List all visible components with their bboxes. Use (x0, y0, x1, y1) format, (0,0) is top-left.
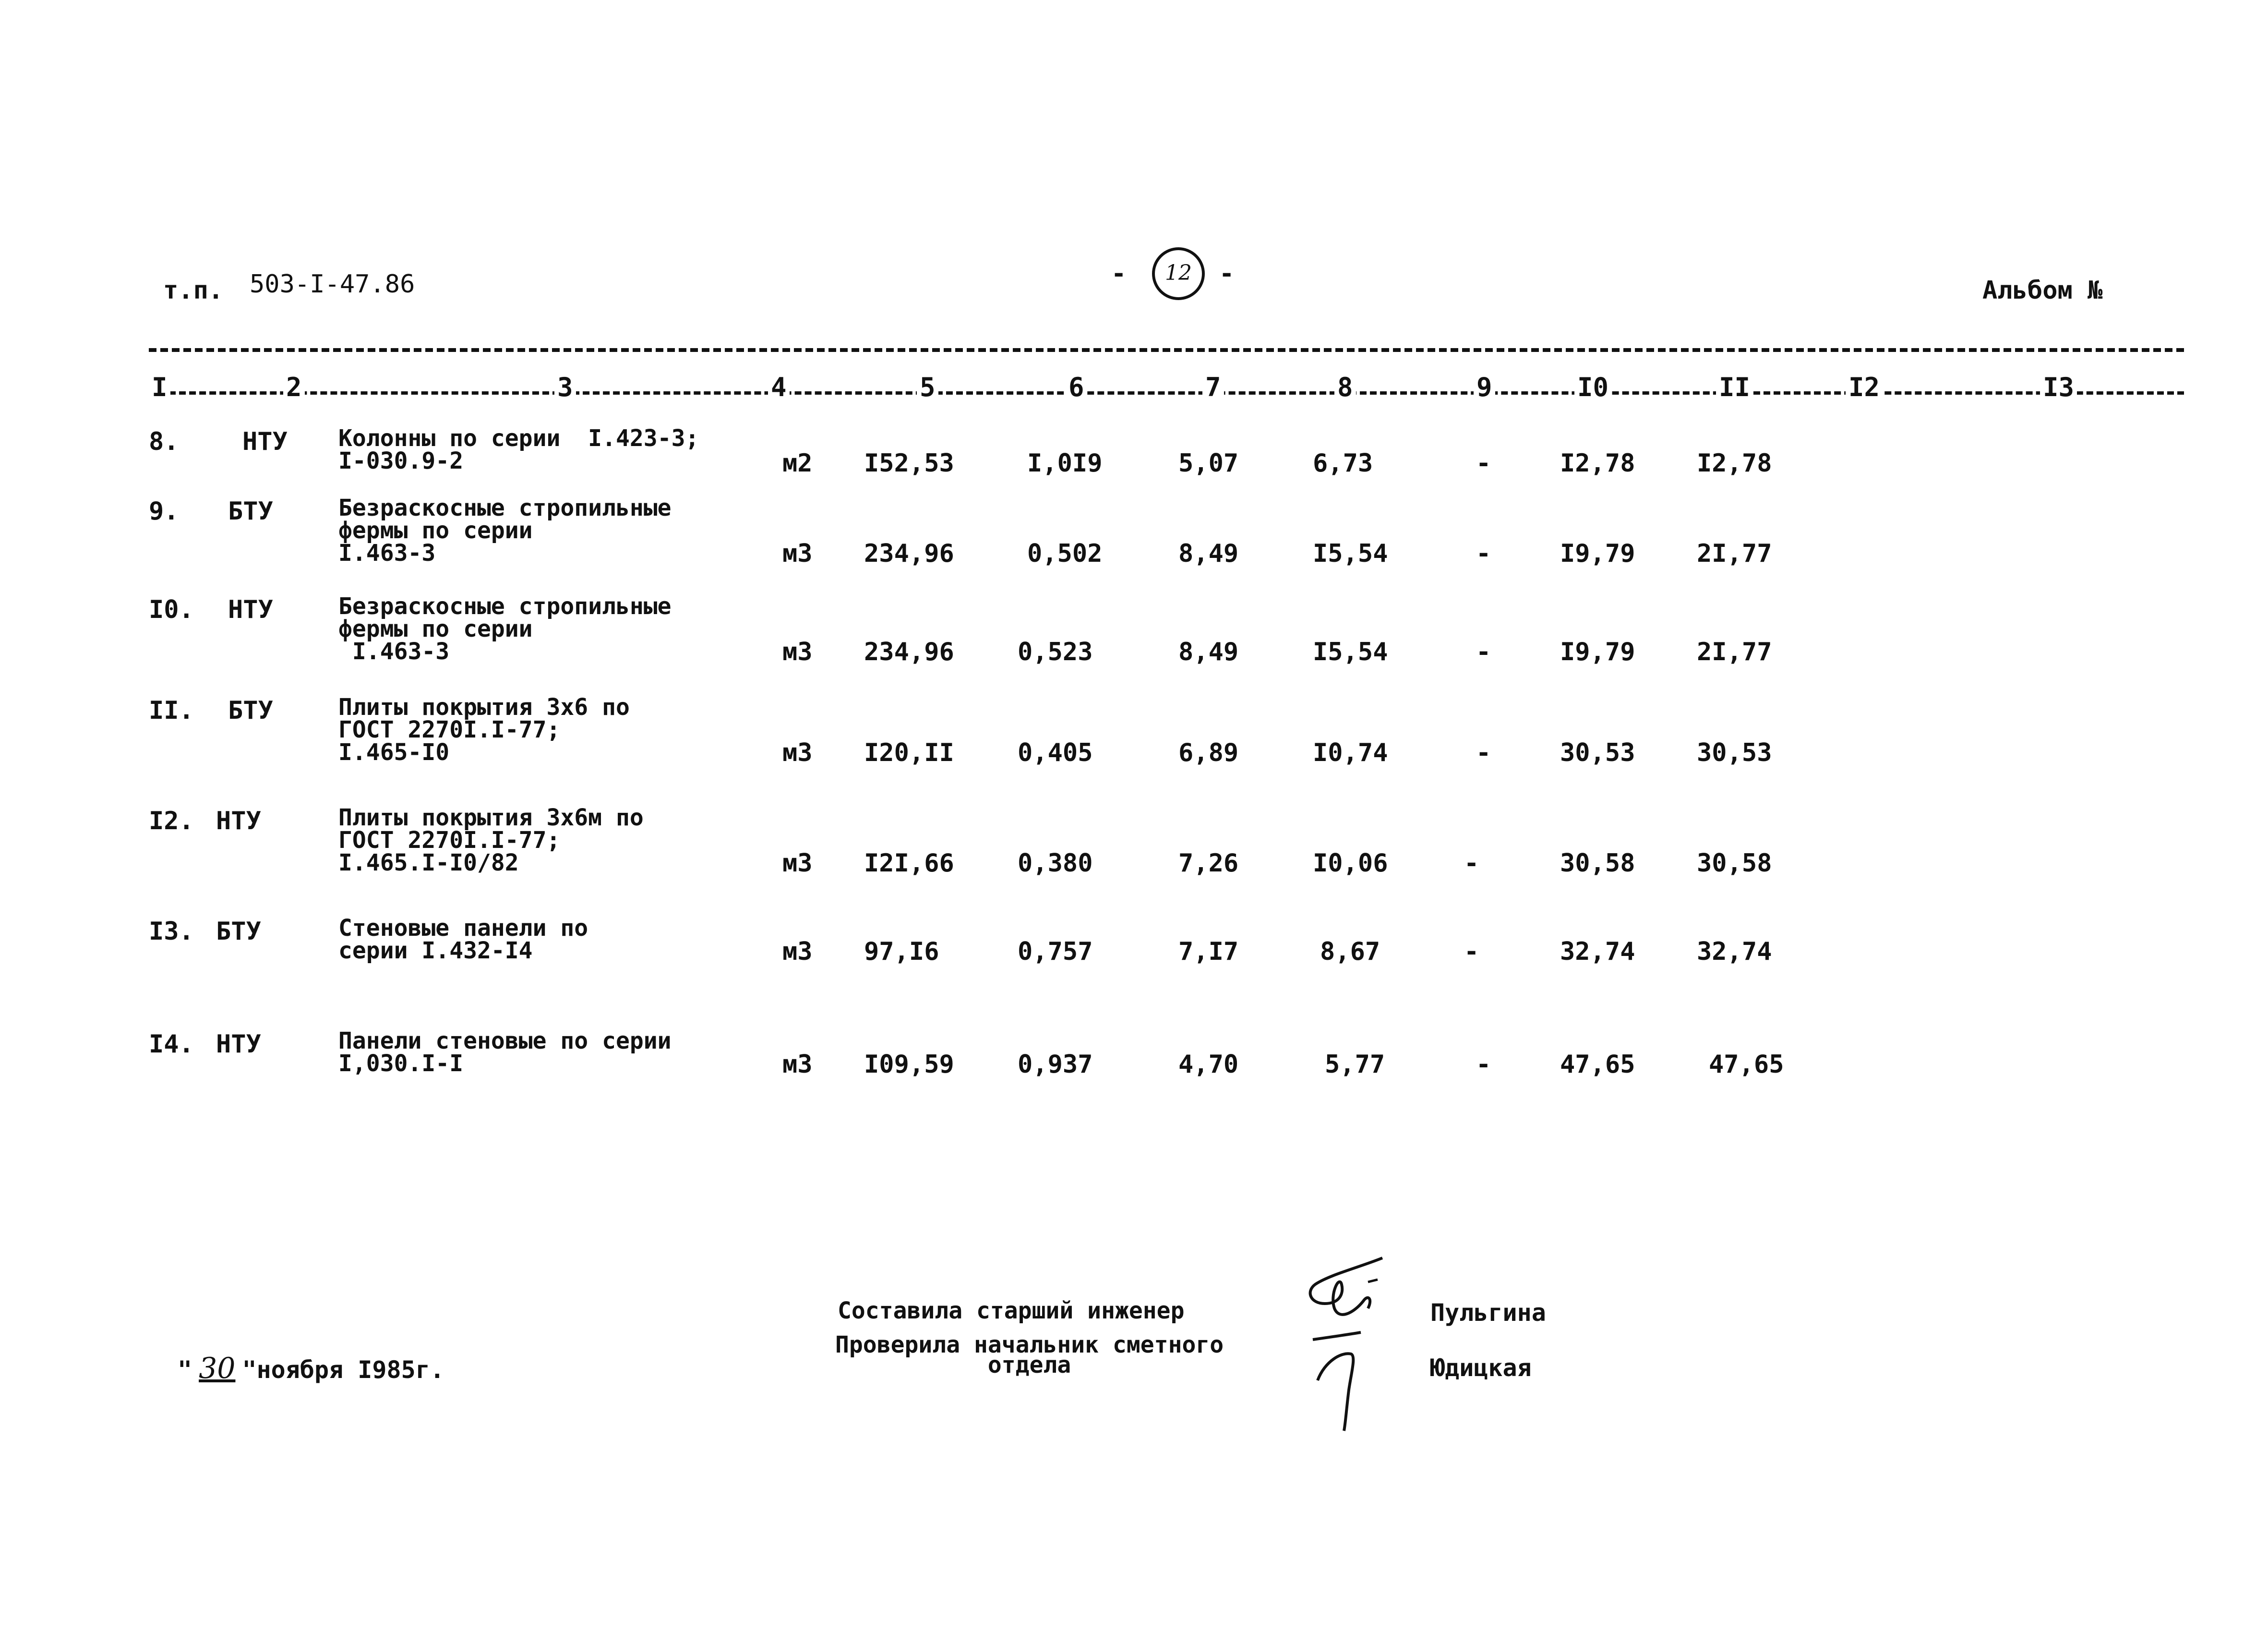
top-dashed-rule (149, 348, 2184, 352)
signature-compiled (1296, 1256, 1392, 1328)
row-col5: I52,53 (864, 449, 954, 478)
row-col10: I9,79 (1560, 539, 1635, 568)
row-col5: 234,96 (864, 638, 954, 666)
column-number: I0 (1574, 372, 1611, 402)
row-col10: I9,79 (1560, 638, 1635, 666)
row-unit: м3 (782, 849, 813, 878)
row-unit: м3 (782, 638, 813, 666)
row-col8: I5,54 (1313, 539, 1388, 568)
row-col7: 8,49 (1178, 638, 1239, 666)
row-col9: - (1464, 849, 1479, 878)
row-col8: I0,06 (1313, 849, 1388, 878)
row-unit: м3 (782, 1050, 813, 1079)
row-number: II. (149, 696, 194, 725)
row-col11: I2,78 (1697, 449, 1772, 478)
compiled-by-label: Составила старший инженер (838, 1297, 1185, 1324)
row-number: I3. (149, 917, 194, 946)
row-col9: - (1476, 539, 1491, 568)
row-col8: 6,73 (1313, 449, 1373, 478)
row-col10: 30,58 (1560, 849, 1635, 878)
row-unit: м3 (782, 539, 813, 568)
checked-by-label: Проверила начальник сметного отдела (835, 1331, 1224, 1378)
row-col5: 97,I6 (864, 937, 939, 966)
row-number: 8. (149, 427, 179, 456)
column-number: I3 (2040, 372, 2077, 402)
row-col5: I09,59 (864, 1050, 954, 1079)
row-description: Безраскосные стропильные фермы по серии I.463-3 (338, 593, 672, 665)
column-number: 6 (1066, 372, 1087, 402)
row-unit: м3 (782, 937, 813, 966)
column-number: 3 (554, 372, 576, 402)
column-number: 8 (1334, 372, 1356, 402)
row-col11: 2I,77 (1697, 539, 1772, 568)
row-col7: 4,70 (1178, 1050, 1239, 1079)
row-col9: - (1476, 1050, 1491, 1079)
row-col7: 8,49 (1178, 539, 1239, 568)
row-col9: - (1464, 937, 1479, 966)
compiled-by-name: Пульгина (1430, 1299, 1546, 1327)
row-col9: - (1476, 638, 1491, 666)
row-col6: 0,380 (1018, 849, 1093, 878)
column-number: II (1716, 372, 1753, 402)
row-col6: 0,405 (1018, 738, 1093, 767)
column-number: 2 (283, 372, 305, 402)
row-col7: 7,I7 (1178, 937, 1239, 966)
row-col8: 8,67 (1320, 937, 1380, 966)
row-col11: 30,53 (1697, 738, 1772, 767)
column-number: 4 (768, 372, 790, 402)
row-description: Безраскосные стропильные фермы по серии I.463-3 (338, 495, 672, 567)
page-dash-left: - (1111, 259, 1127, 288)
date-line (178, 1352, 444, 1385)
page-dash-right: - (1219, 259, 1235, 288)
column-number: I (149, 372, 170, 402)
date-rest: "ноября I985г. (242, 1356, 444, 1384)
row-col7: 6,89 (1178, 738, 1239, 767)
doc-prefix: т.п. (163, 276, 224, 305)
row-col8: 5,77 (1325, 1050, 1385, 1079)
row-description: Плиты покрытия 3х6м по ГОСТ 2270I.I-77; I.465.I-I0/82 (338, 804, 644, 876)
row-unit: м2 (782, 449, 813, 478)
doc-number: 503-I-47.86 (250, 270, 415, 299)
row-col11: 2I,77 (1697, 638, 1772, 666)
column-number: 7 (1202, 372, 1224, 402)
row-col9: - (1476, 449, 1491, 478)
row-number: 9. (149, 497, 179, 526)
page-number: 12 (1165, 261, 1192, 285)
row-col10: 47,65 (1560, 1050, 1635, 1079)
row-unit: м3 (782, 738, 813, 767)
row-col8: I5,54 (1313, 638, 1388, 666)
row-code: НТУ (216, 807, 261, 835)
row-col11: 30,58 (1697, 849, 1772, 878)
column-number: 9 (1474, 372, 1495, 402)
column-number: I2 (1846, 372, 1883, 402)
row-number: I4. (149, 1030, 194, 1059)
row-description: Плиты покрытия 3х6 по ГОСТ 2270I.I-77; I.465-I0 (338, 694, 630, 766)
row-col6: 0,937 (1018, 1050, 1093, 1079)
row-description: Стеновые панели по серии I.432-I4 (338, 915, 588, 964)
signature-checked (1303, 1328, 1380, 1433)
page-number-circle (1152, 247, 1205, 300)
date-day: 30 (199, 1352, 236, 1385)
date-quote: " (178, 1356, 192, 1384)
row-code: БТУ (228, 696, 273, 725)
row-col5: I20,II (864, 738, 954, 767)
row-col5: 234,96 (864, 539, 954, 568)
row-code: БТУ (228, 497, 273, 526)
row-col6: I,0I9 (1027, 449, 1103, 478)
row-col11: 32,74 (1697, 937, 1772, 966)
row-col11: 47,65 (1709, 1050, 1784, 1079)
row-col10: 30,53 (1560, 738, 1635, 767)
row-col8: I0,74 (1313, 738, 1388, 767)
column-number-row (149, 372, 2184, 401)
row-code: НТУ (216, 1030, 261, 1059)
column-number: 5 (917, 372, 938, 402)
row-code: НТУ (242, 427, 288, 456)
row-code: НТУ (228, 595, 273, 624)
row-number: I0. (149, 595, 194, 624)
row-col5: I2I,66 (864, 849, 954, 878)
row-description: Колонны по серии I.423-3; I-030.9-2 (338, 425, 699, 474)
album-label: Альбом № (1982, 276, 2103, 305)
row-col10: 32,74 (1560, 937, 1635, 966)
row-number: I2. (149, 807, 194, 835)
row-col7: 7,26 (1178, 849, 1239, 878)
row-col6: 0,502 (1027, 539, 1103, 568)
row-col10: I2,78 (1560, 449, 1635, 478)
row-col9: - (1476, 738, 1491, 767)
row-col6: 0,523 (1018, 638, 1093, 666)
row-col7: 5,07 (1178, 449, 1239, 478)
row-code: БТУ (216, 917, 261, 946)
checked-by-name: Юдицкая (1430, 1354, 1532, 1382)
row-col6: 0,757 (1018, 937, 1093, 966)
row-description: Панели стеновые по серии I,030.I-I (338, 1028, 672, 1077)
